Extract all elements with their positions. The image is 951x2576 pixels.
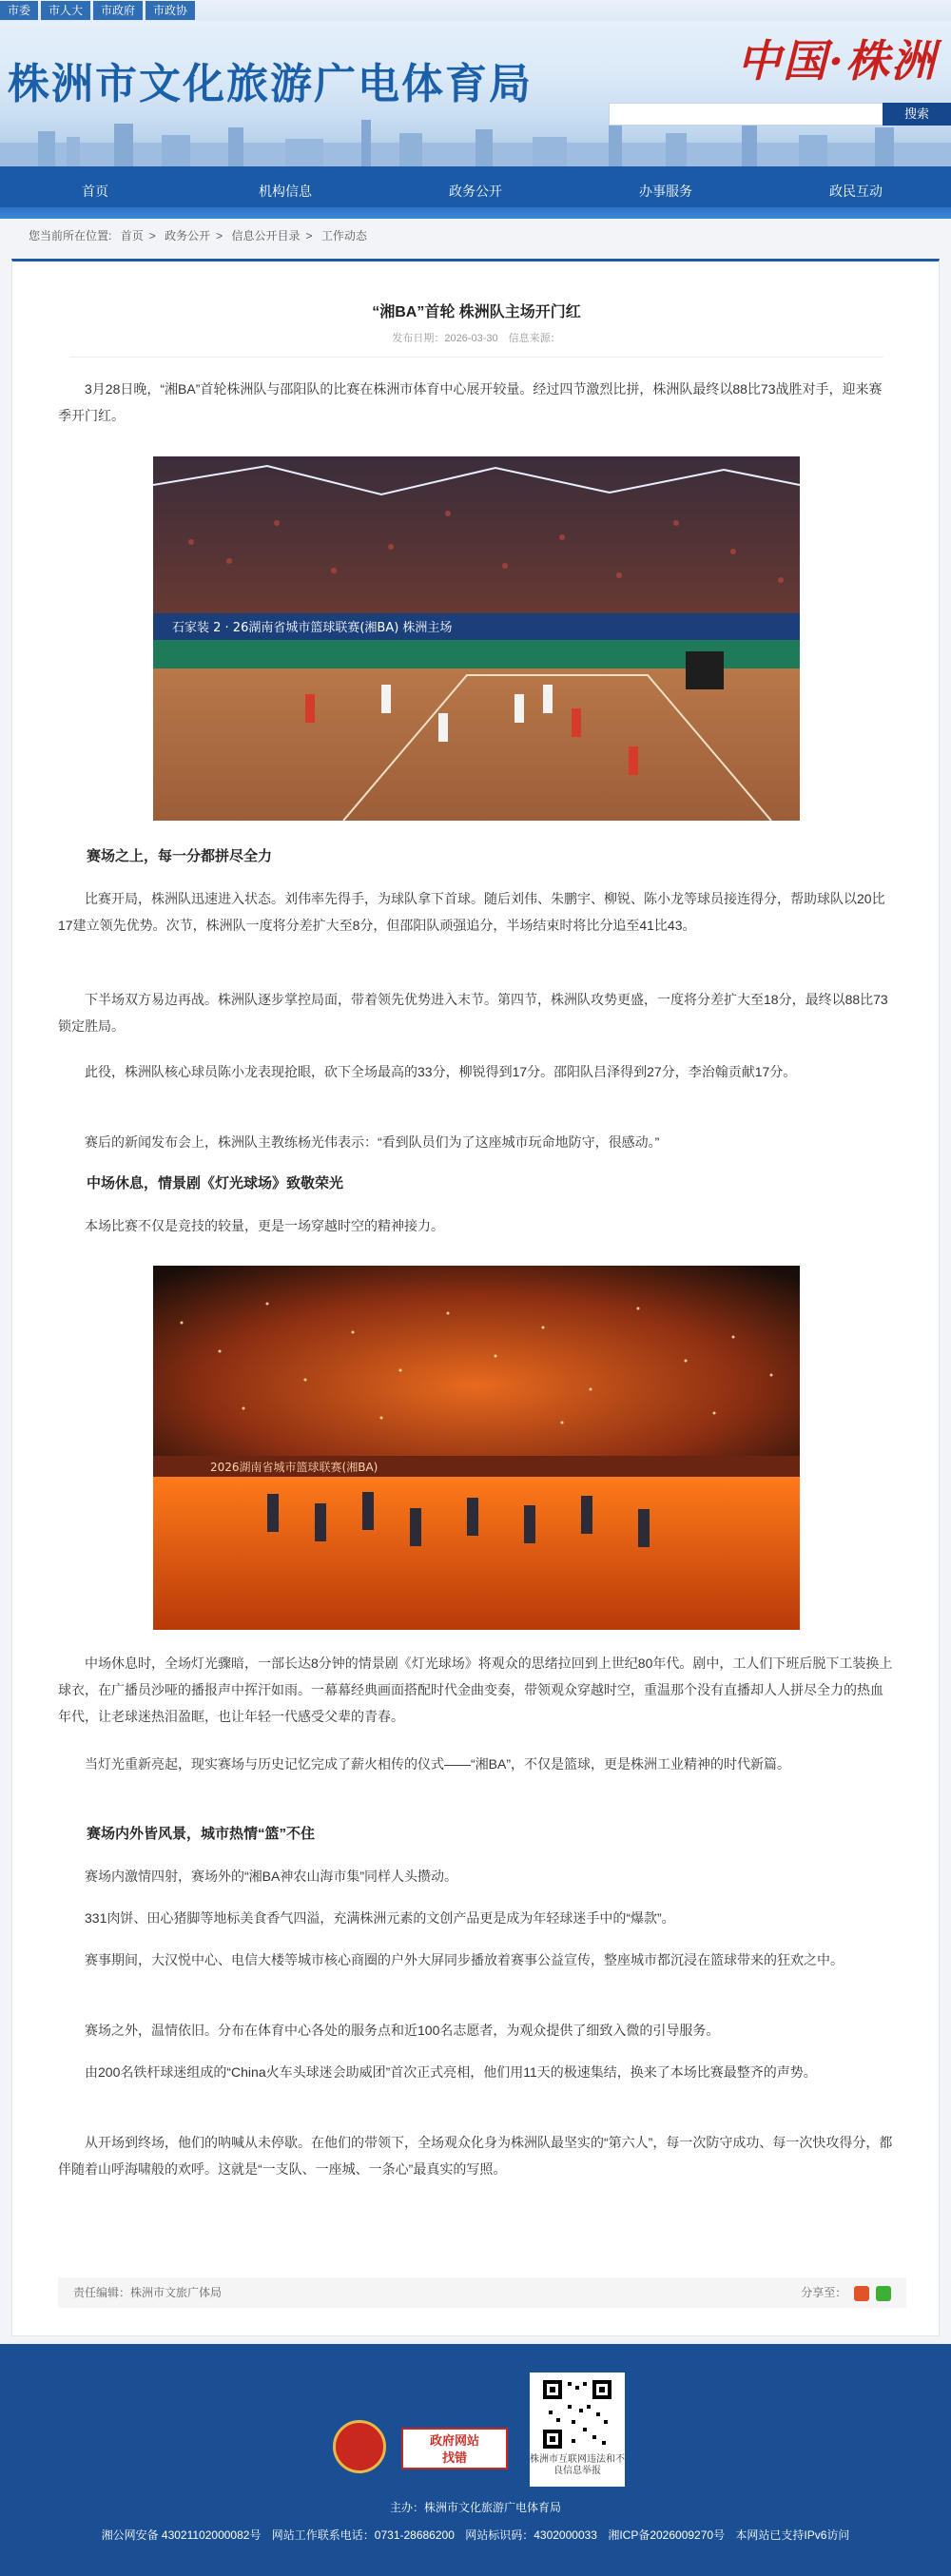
arena-banner-text: 2026湖南省城市篮球联赛(湘BA) [210, 1461, 378, 1474]
breadcrumb-work-news[interactable]: 工作动态 [320, 229, 367, 242]
paragraph: 赛场内激情四射，赛场外的“湘BA神农山海市集”同样人头攒动。 [85, 1869, 457, 1884]
icp-record-link[interactable]: 湘ICP备2026009270号 [608, 2528, 726, 2542]
halftime-show-photo [153, 1266, 800, 1630]
nav-organization[interactable]: 机构信息 [259, 184, 312, 199]
toplink-peoples-congress[interactable]: 市人大 [41, 1, 90, 20]
paragraph: 下半场双方易边再战。株洲队逐步掌控局面，带着领先优势进入末节。第四节，株洲队攻势更盛，一度将分差扩大至18分，最终以88比73锁定胜局。 [58, 992, 888, 1034]
paragraph: 此役，株洲队核心球员陈小龙表现抢眼，砍下全场最高的33分，柳锐得到17分。邵阳队吕泽得到27分，李治翰贡献17分。 [85, 1064, 797, 1079]
footer-info [0, 2527, 951, 2543]
nav-home[interactable]: 首页 [82, 184, 108, 199]
paragraph: 331肉饼、田心猪脚等地标美食香气四溢，充满株洲元素的文创产品更是成为年轻球迷手中的“爆款”。 [85, 1910, 675, 1926]
breadcrumb [0, 222, 951, 250]
toplink-municipal-committee[interactable]: 市委 [0, 1, 38, 20]
breadcrumb-sep: > [216, 229, 223, 242]
breadcrumb-sep: > [305, 229, 313, 242]
info-source: 信息来源： [508, 333, 561, 344]
nav-decor-strip [0, 207, 951, 219]
breadcrumb-home[interactable]: 首页 [120, 229, 144, 242]
paragraph: 赛后的新闻发布会上，株洲队主教练杨光伟表示：“看到队员们为了这座城市玩命地防守，很感动。” [85, 1134, 660, 1150]
halftime-show-image [153, 1266, 800, 1630]
nav-gov-affairs[interactable]: 政务公开 [449, 184, 502, 199]
paragraph: 从开场到终场，他们的呐喊从未停歇。在他们的带领下，全场观众化身为株洲队最坚实的“第六人”，每一次防守成功、每一次快攻得分，都伴随着山呼海啸般的欢呼。这就是“一支队、一座城、一条心”最真实的写照。 [58, 2135, 893, 2177]
weibo-share-icon[interactable] [854, 2286, 869, 2301]
wechat-share-icon[interactable] [876, 2286, 891, 2301]
responsible-editor: 责任编辑：株洲市文旅广体局 [73, 2286, 223, 2299]
article-meta [12, 330, 941, 345]
paragraph: 比赛开局，株洲队迅速进入状态。刘伟率先得手，为球队拿下首球。随后刘伟、朱鹏宇、柳锐、陈小龙等球员接连得分，帮助球队以20比17建立领先优势。次节，株洲队一度将分差扩大至8分，但邵阳队顽强追分，半场结束时将比分追至41比43。 [58, 891, 885, 933]
qr-code-icon [530, 2373, 625, 2452]
share-label: 分享至： [801, 2286, 847, 2299]
article-container [11, 259, 940, 2336]
paragraph: 中场休息时，全场灯光骤暗，一部长达8分钟的情景剧《灯光球场》将观众的思绪拉回到上世纪80年代。剧中，工人们下班后脱下工装换上球衣，在广播员沙哑的播报声中挥汗如雨。一幕幕经典画面搭配时代金曲变奏，带领观众穿越时空，重温那个没有直播却人人拼尽全力的热血年代，让老球迷热泪盈眶，也让年轻一代感受父辈的青春。 [58, 1656, 893, 1724]
top-links-bar [0, 0, 951, 21]
section-heading: 赛场内外皆风景，城市热情“篮”不住 [87, 1826, 316, 1842]
editor-bar [58, 2277, 906, 2308]
game-photo-image [153, 456, 800, 821]
search-input[interactable] [609, 103, 884, 126]
toplink-government[interactable]: 市政府 [93, 1, 143, 20]
badge-line: 找错 [441, 2450, 467, 2465]
police-record-link[interactable]: 湘公网安备 43021102000082号 [101, 2528, 262, 2542]
nav-interaction[interactable]: 政民互动 [829, 184, 883, 199]
paragraph: 赛事期间，大汉悦中心、电信大楼等城市核心商圈的户外大屏同步播放着赛事公益宣传，整座城市都沉浸在篮球带来的狂欢之中。 [85, 1952, 844, 1967]
gov-site-error-report-badge[interactable] [401, 2428, 508, 2469]
search-button[interactable]: 搜索 [883, 103, 951, 126]
paragraph: 由200名铁杆球迷组成的“China火车头球迷会助威团”首次正式亮相，他们用11天的极速集结，换来了本场比赛最整齐的声势。 [85, 2064, 817, 2080]
badge-line: 政府网站 [429, 2433, 479, 2448]
paragraph: 本场比赛不仅是竞技的较量，更是一场穿越时空的精神接力。 [85, 1218, 444, 1233]
article-title: “湘BA”首轮 株洲队主场开门红 [372, 304, 581, 320]
zhuzhou-logo: 中国·株洲 [737, 35, 938, 87]
share-area [801, 2277, 891, 2308]
site-title: 株洲市文化旅游广电体育局 [8, 61, 533, 107]
footer-sponsor: 主办：株洲市文化旅游广电体育局 [389, 2501, 561, 2514]
footer-badges [333, 2373, 637, 2487]
nav-services[interactable]: 办事服务 [639, 184, 692, 199]
section-heading: 中场休息，情景剧《灯光球场》致敬荣光 [87, 1175, 344, 1191]
game-photo [153, 456, 800, 821]
breadcrumb-gov-affairs[interactable]: 政务公开 [165, 229, 211, 242]
toplink-cppcc[interactable]: 市政协 [146, 1, 195, 20]
paragraph: 3月28日晚，“湘BA”首轮株洲队与邵阳队的比赛在株洲市体育中心展开较量。经过四节激烈比拼，株洲队最终以88比73战胜对手，迎来赛季开门红。 [58, 381, 883, 423]
footer [0, 2344, 951, 2576]
paragraph: 当灯光重新亮起，现实赛场与历史记忆完成了薪火相传的仪式——“湘BA”，不仅是篮球，更是株洲工业精神的时代新篇。 [85, 1756, 790, 1772]
breadcrumb-catalog[interactable]: 信息公开目录 [231, 229, 301, 242]
report-qr-code[interactable] [530, 2373, 625, 2487]
arena-banner-text: 石家装 2 · 26湖南省城市篮球联赛(湘BA) 株洲主场 [172, 621, 453, 635]
header-banner [0, 0, 951, 166]
section-heading: 赛场之上，每一分都拼尽全力 [87, 848, 273, 864]
ipv6-support: 本网站已支持IPv6访问 [735, 2528, 850, 2542]
contact-phone: 网站工作联系电话：0731-28686200 [271, 2528, 455, 2542]
paragraph: 赛场之外，温情依旧。分布在体育中心各处的服务点和近100名志愿者，为观众提供了细致入微的引导服务。 [85, 2023, 720, 2038]
qr-caption: 株洲市互联网违法和不良信息举报 [530, 2454, 625, 2476]
publish-date: 发布日期：2026-03-30 [392, 333, 498, 344]
divider [69, 357, 883, 358]
breadcrumb-label: 您当前所在位置: [29, 229, 112, 242]
site-id-code: 网站标识码：4302000033 [465, 2528, 597, 2542]
breadcrumb-sep: > [148, 229, 156, 242]
party-gov-badge-icon[interactable] [333, 2420, 386, 2473]
